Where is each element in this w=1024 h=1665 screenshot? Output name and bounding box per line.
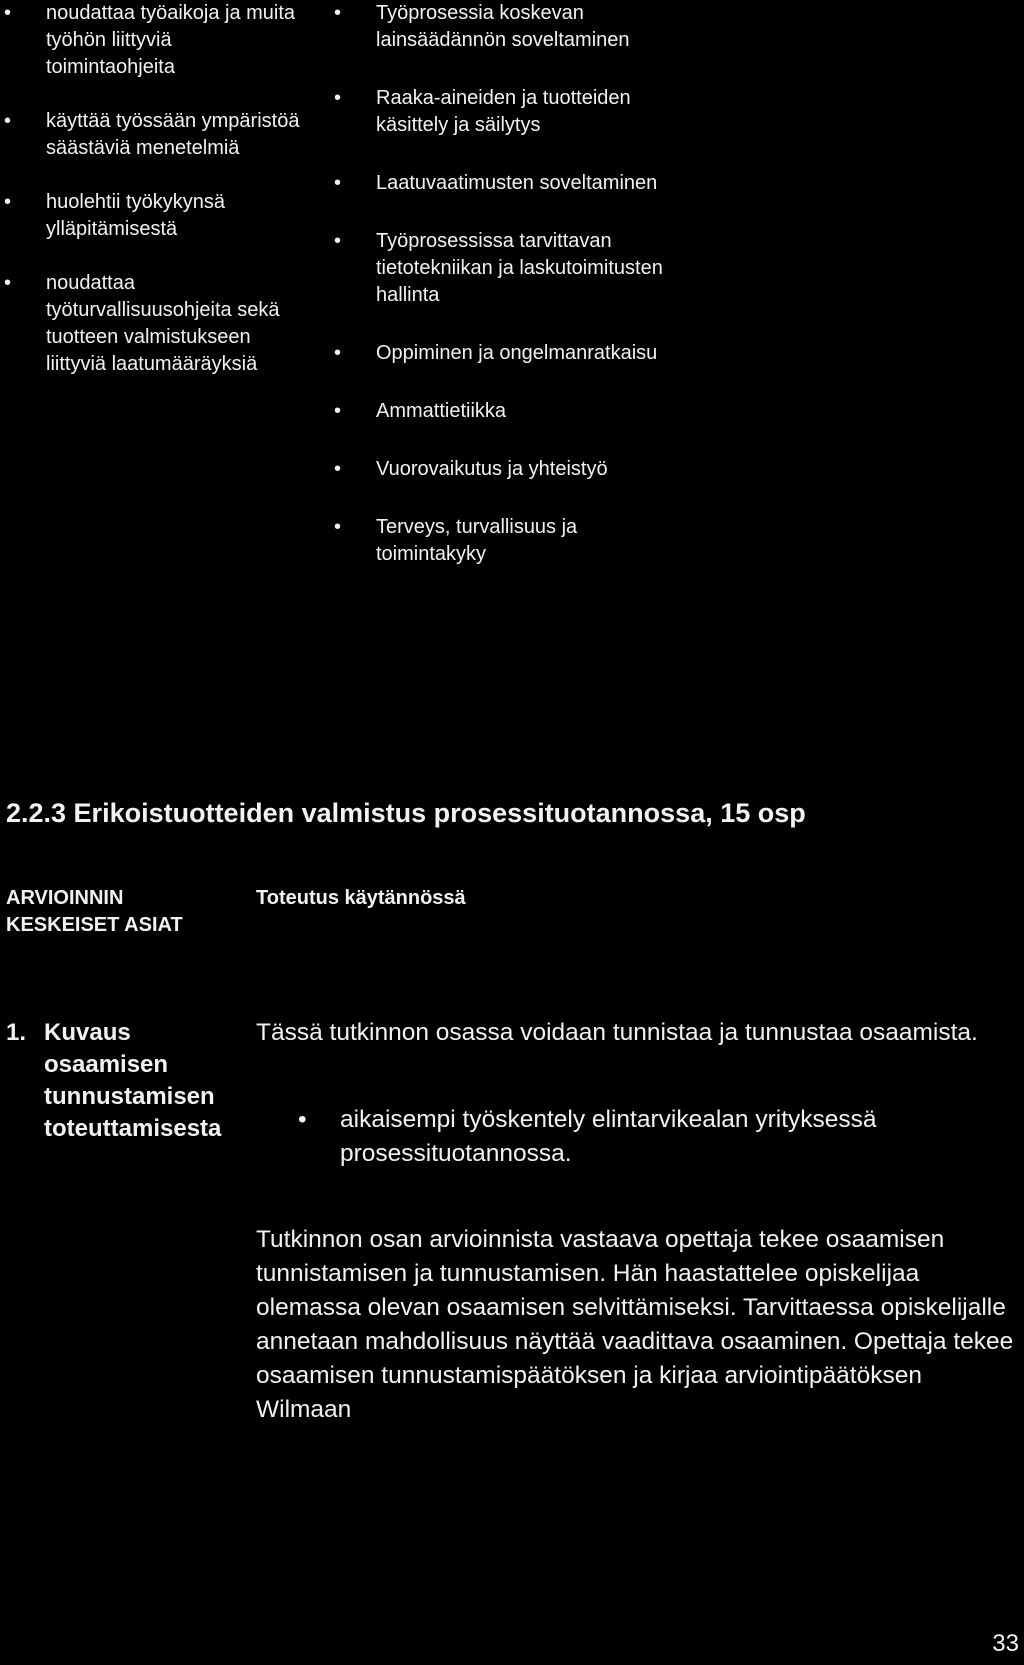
section-title: 2.2.3 Erikoistuotteiden valmistus prosessituotannossa, 15 osp [6, 798, 806, 828]
list-item: • Oppiminen ja ongelmanratkaisu [330, 340, 690, 367]
recognition-bullets [256, 1103, 1016, 1171]
list-item: • Laatuvaatimusten soveltaminen [330, 170, 690, 197]
list-item: • Työprosessissa tarvittavan tietotekniikan ja laskutoimitusten hallinta [330, 228, 690, 309]
body-paragraph: Tutkinnon osan arvioinnista vastaava opettaja tekee osaamisen tunnistamisen ja tunnustamisen. Hän haastattelee opiskelijaa olemassa olevan osaamisen selvittämiseksi. Tarvittaessa opiskelijalle annetaan mahdollisuus näyttää vaadittava osaaminen. Opettaja tekee osaamisen tunnustamispäätöksen ja kirjaa arviointipäätöksen Wilmaan [256, 1226, 1014, 1423]
list-item: • noudattaa työaikoja ja muita työhön liittyviä toimintaohjeita [0, 0, 300, 81]
intro-text: Tässä tutkinnon osassa voidaan tunnistaa ja tunnustaa osaamista. [256, 1019, 978, 1046]
row-heading-text: Kuvaus osaamisen tunnustamisen toteuttamisesta [44, 1019, 222, 1142]
table-header-implementation: Toteutus käytännössä [256, 887, 466, 909]
right-competence-list [330, 0, 690, 599]
left-criteria-list [0, 0, 300, 405]
list-item: • Terveys, turvallisuus ja toimintakyky [330, 514, 690, 568]
list-item: • Ammattietiikka [330, 398, 690, 425]
list-item: • käyttää työssään ympäristöä säästäviä menetelmiä [0, 108, 300, 162]
list-item: • Raaka-aineiden ja tuotteiden käsittely ja säilytys [330, 85, 690, 139]
list-item: • huolehtii työkykynsä ylläpitämisestä [0, 189, 300, 243]
row-number: 1. [6, 1019, 27, 1046]
table-header-assessment: ARVIOINNIN KESKEISET ASIAT [6, 887, 183, 936]
list-item: • noudattaa työturvallisuusohjeita sekä tuotteen valmistukseen liittyviä laatumääräyksiä [0, 270, 300, 378]
list-item: • aikaisempi työskentely elintarvikealan yrityksessä prosessituotannossa. [256, 1103, 1016, 1171]
row-heading [6, 1017, 222, 1145]
page-number: 33 [992, 1630, 1019, 1657]
list-item: • Vuorovaikutus ja yhteistyö [330, 456, 690, 483]
list-item: • Työprosessia koskevan lainsäädännön soveltaminen [330, 0, 690, 54]
